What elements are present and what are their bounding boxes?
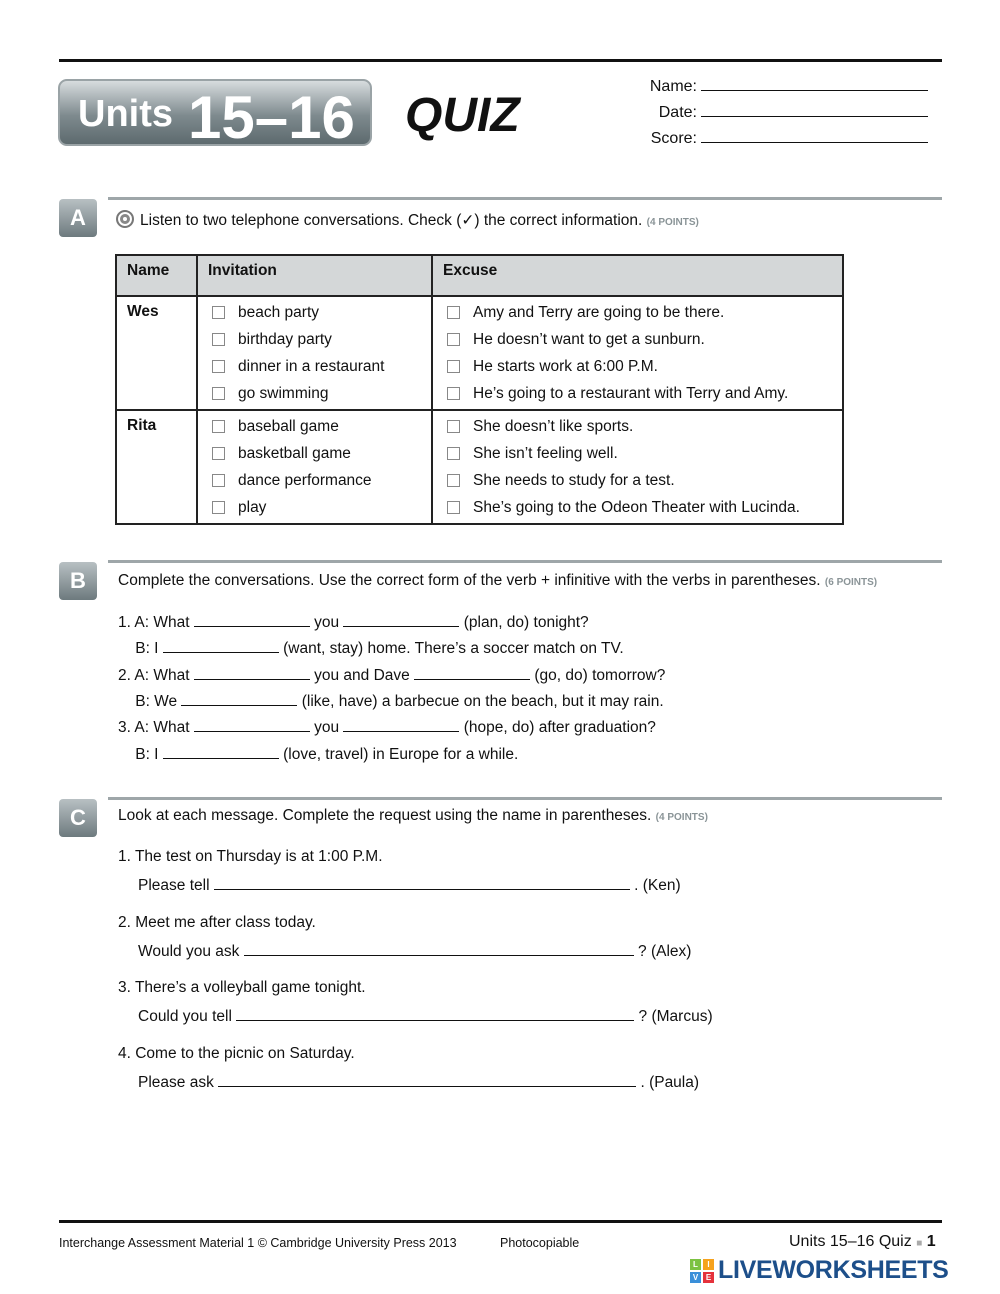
section-b-instruction [118, 572, 877, 590]
answer-blank[interactable] [194, 717, 310, 732]
request-prompt: Please ask [138, 1073, 214, 1091]
line-text: B: We [118, 692, 182, 710]
conversation-line [118, 691, 664, 711]
checkbox-icon[interactable] [447, 360, 460, 373]
table-header-row [116, 255, 843, 296]
conversation-line [118, 638, 624, 658]
invitations-cell [197, 296, 432, 410]
answer-blank[interactable] [343, 612, 459, 627]
request-line [138, 875, 681, 895]
name-field[interactable] [600, 76, 930, 96]
checkbox-option[interactable] [208, 326, 421, 353]
line-text: (go, do) tomorrow? [530, 666, 666, 684]
instruction-text: Look at each message. Complete the request using the name in parentheses. [118, 807, 652, 824]
line-text: (love, travel) in Europe for a while. [278, 745, 519, 763]
checkbox-option[interactable] [208, 380, 421, 407]
request-end: . (Paula) [640, 1073, 700, 1091]
option-label: She’s going to the Odeon Theater with Lucinda. [473, 499, 800, 516]
line-text: (like, have) a barbecue on the beach, but it may rain. [297, 692, 664, 710]
checkbox-icon[interactable] [447, 447, 460, 460]
page-label: Units 15–16 Quiz ■ 1 [789, 1233, 936, 1250]
line-text: 3. A: What [118, 719, 194, 737]
line-text: B: I [118, 745, 163, 763]
request-line [138, 941, 691, 961]
line-text: 2. A: What [118, 666, 194, 684]
checkbox-option[interactable] [208, 299, 421, 326]
request-line [138, 1072, 699, 1092]
option-label: He starts work at 6:00 P.M. [473, 358, 658, 375]
top-rule [59, 59, 942, 62]
answer-blank[interactable] [163, 638, 279, 653]
section-c-instruction [118, 807, 708, 825]
option-label: beach party [238, 304, 319, 321]
answer-blank[interactable] [343, 717, 459, 732]
request-prompt: Would you ask [138, 942, 240, 960]
checkbox-option[interactable] [208, 494, 421, 521]
option-label: She doesn’t like sports. [473, 418, 634, 435]
option-label: She isn’t feeling well. [473, 445, 618, 462]
option-label: Amy and Terry are going to be there. [473, 304, 725, 321]
score-field[interactable] [600, 128, 930, 148]
checkbox-option[interactable] [208, 440, 421, 467]
audio-icon[interactable] [116, 210, 134, 228]
line-text: (hope, do) after graduation? [459, 719, 656, 737]
answer-blank[interactable] [244, 941, 634, 956]
units-word: Units [78, 93, 173, 135]
answer-blank[interactable] [194, 612, 310, 627]
checkbox-icon[interactable] [212, 360, 225, 373]
conversation-line [118, 665, 665, 685]
conversation-line [118, 612, 589, 632]
header-invitation: Invitation [197, 255, 432, 296]
date-line[interactable] [701, 102, 928, 117]
option-label: dinner in a restaurant [238, 358, 385, 375]
checkbox-icon[interactable] [212, 306, 225, 319]
checkbox-icon[interactable] [447, 420, 460, 433]
answer-blank[interactable] [181, 691, 297, 706]
message-text: 2. Meet me after class today. [118, 913, 316, 931]
answer-blank[interactable] [218, 1072, 636, 1087]
checkbox-option[interactable] [443, 326, 832, 353]
checkbox-icon[interactable] [447, 501, 460, 514]
date-field[interactable] [600, 102, 930, 122]
answer-blank[interactable] [194, 665, 310, 680]
request-end: ? (Marcus) [638, 1008, 713, 1025]
checkbox-icon[interactable] [447, 474, 460, 487]
section-c-rule [108, 797, 942, 800]
checkbox-option[interactable] [208, 467, 421, 494]
checkbox-option[interactable] [443, 494, 832, 521]
answer-blank[interactable] [236, 1006, 634, 1021]
section-a-instruction [116, 210, 699, 230]
quiz-title: QUIZ [405, 89, 520, 142]
option-label: play [238, 499, 267, 516]
conversation-line [118, 744, 518, 764]
person-name: Rita [116, 410, 197, 524]
checkbox-option[interactable] [443, 353, 832, 380]
live-logo-icon: L I V E [690, 1259, 714, 1283]
option-label: baseball game [238, 418, 339, 435]
section-b-rule [108, 560, 942, 563]
answer-blank[interactable] [214, 875, 630, 890]
request-end: ? (Alex) [638, 942, 692, 960]
option-label: She needs to study for a test. [473, 472, 675, 489]
name-line[interactable] [701, 76, 928, 91]
section-c-letter: C [59, 799, 97, 837]
table-row [116, 296, 843, 410]
instruction-text: Listen to two telephone conversations. Check (✓) the correct information. [140, 212, 643, 229]
excuses-cell [432, 296, 843, 410]
option-label: He doesn’t want to get a sunburn. [473, 331, 705, 348]
checkbox-option[interactable] [208, 413, 421, 440]
header-name: Name [116, 255, 197, 296]
answer-blank[interactable] [414, 665, 530, 680]
liveworksheets-logo [690, 1255, 949, 1285]
points: (4 POINTS) [655, 812, 708, 823]
line-text: (plan, do) tonight? [459, 614, 589, 631]
checkbox-icon[interactable] [212, 501, 225, 514]
copyright: Interchange Assessment Material 1 © Cambridge University Press 2013 [59, 1236, 457, 1250]
line-text: you and Dave [309, 666, 415, 684]
line-text: you [309, 614, 344, 631]
section-b-letter: B [59, 562, 97, 600]
name-label: Name: [649, 78, 697, 95]
message-text: 4. Come to the picnic on Saturday. [118, 1044, 355, 1062]
person-name: Wes [116, 296, 197, 410]
checkbox-option[interactable] [443, 380, 832, 407]
checkbox-icon[interactable] [212, 333, 225, 346]
checkbox-icon[interactable] [212, 447, 225, 460]
invitations-cell [197, 410, 432, 524]
points: (6 POINTS) [824, 577, 878, 588]
header-excuse: Excuse [432, 255, 843, 296]
request-end: . (Ken) [634, 877, 681, 894]
option-label: He’s going to a restaurant with Terry and Amy. [473, 385, 789, 402]
request-prompt: Please tell [138, 877, 210, 894]
page-number: 1 [926, 1233, 936, 1250]
page-label-text: Units 15–16 Quiz [789, 1233, 912, 1250]
option-label: dance performance [238, 472, 372, 489]
score-label: Score: [650, 130, 697, 147]
date-label: Date: [658, 104, 697, 121]
brand-text: LIVEWORKSHEETS [718, 1256, 949, 1284]
score-line[interactable] [701, 128, 928, 143]
request-line [138, 1006, 713, 1026]
table-row [116, 410, 843, 524]
checkbox-icon[interactable] [447, 387, 460, 400]
checkbox-option[interactable] [443, 413, 832, 440]
units-badge [58, 79, 372, 151]
message-text: 1. The test on Thursday is at 1:00 P.M. [118, 848, 383, 865]
checkbox-option[interactable] [443, 467, 832, 494]
line-text: (want, stay) home. There’s a soccer match on TV. [278, 640, 624, 658]
checkbox-icon[interactable] [447, 333, 460, 346]
request-prompt: Could you tell [138, 1008, 232, 1025]
option-label: birthday party [238, 331, 332, 348]
checkbox-icon[interactable] [447, 306, 460, 319]
bottom-rule [59, 1220, 942, 1223]
points: (4 POINTS) [646, 217, 699, 228]
checkbox-option[interactable] [443, 299, 832, 326]
section-a-letter: A [59, 199, 97, 237]
photocopiable: Photocopiable [500, 1236, 580, 1250]
option-label: basketball game [238, 445, 351, 462]
checkbox-option[interactable] [208, 353, 421, 380]
checkbox-icon[interactable] [212, 387, 225, 400]
line-text: B: I [118, 640, 163, 658]
excuses-cell [432, 410, 843, 524]
answer-table [115, 254, 844, 525]
checkbox-option[interactable] [443, 440, 832, 467]
instruction-text: Complete the conversations. Use the correct form of the verb + infinitive with the verbs in parentheses. [118, 572, 821, 589]
option-label: go swimming [238, 385, 329, 402]
line-text: 1. A: What [118, 614, 194, 631]
checkbox-icon[interactable] [212, 420, 225, 433]
units-number: 15–16 [188, 84, 355, 151]
checkbox-icon[interactable] [212, 474, 225, 487]
answer-blank[interactable] [163, 744, 279, 759]
message-text: 3. There’s a volleyball game tonight. [118, 979, 366, 996]
conversation-line [118, 717, 656, 737]
section-a-rule [108, 197, 942, 200]
line-text: you [309, 719, 344, 737]
